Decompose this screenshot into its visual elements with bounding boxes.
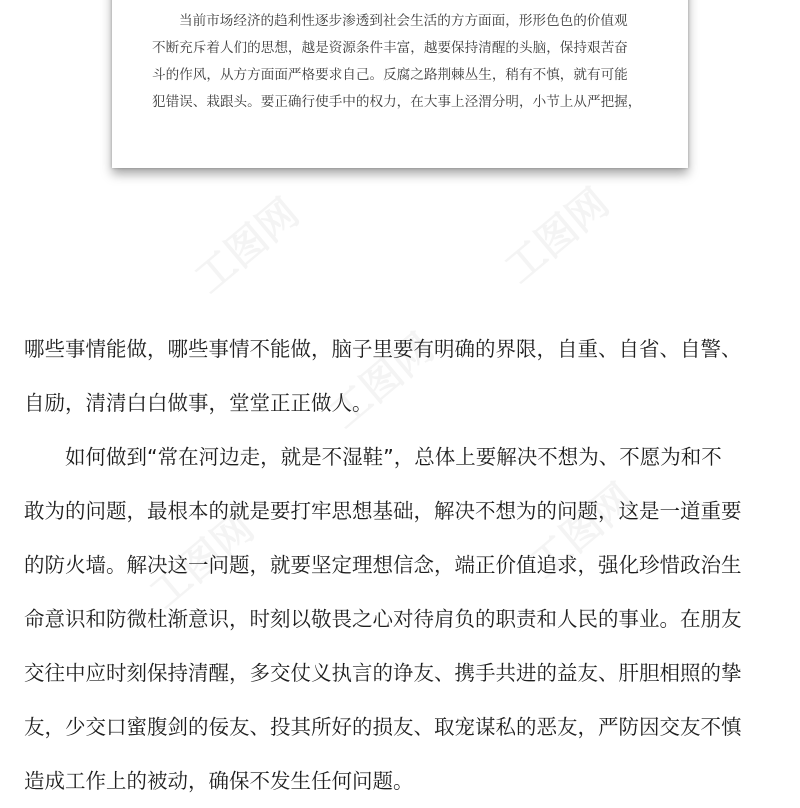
quote-line: 斗的作风，从方方面面严格要求自己。反腐之路荆棘丛生，稍有不慎，就有可能 <box>152 67 628 83</box>
article-line: 敢为的问题，最根本的就是要打牢思想基础，解决不想为的问题，这是一道重要 <box>24 499 742 523</box>
article-line: 哪些事情能做，哪些事情不能做，脑子里要有明确的界限，自重、自省、自警、 <box>24 337 742 361</box>
article-line: 的防火墙。解决这一问题，就要坚定理想信念，端正价值追求，强化珍惜政治生 <box>24 553 742 577</box>
quote-line: 犯错误、栽跟头。要正确行使手中的权力，在大事上泾渭分明，小节上从严把握， <box>152 94 642 110</box>
watermark <box>491 173 620 294</box>
article-line: 交往中应时刻保持清醒，多交仗义执言的诤友、携手共进的益友、肝胆相照的挚 <box>24 661 742 685</box>
quote-line: 不断充斥着人们的思想，越是资源条件丰富，越要保持清醒的头脑，保持艰苦奋 <box>152 40 628 56</box>
quote-line: 当前市场经济的趋利性逐步渗透到社会生活的方方面面，形形色色的价值观 <box>179 13 628 29</box>
article-line: 命意识和防微杜渐意识，时刻以敬畏之心对待肩负的职责和人民的事业。在朋友 <box>24 607 742 631</box>
watermark <box>181 183 310 304</box>
article-line: 自励，清清白白做事，堂堂正正做人。 <box>24 391 373 415</box>
article-body <box>24 322 784 808</box>
quote-card-text <box>152 8 652 116</box>
article-line: 如何做到“常在河边走，就是不湿鞋”，总体上要解决不想为、不愿为和不 <box>24 445 722 469</box>
article-line: 造成工作上的被动，确保不发生任何问题。 <box>24 769 414 793</box>
article-line: 友，少交口蜜腹剑的佞友、投其所好的损友、取宠谋私的恶友，严防因交友不慎 <box>24 715 742 739</box>
